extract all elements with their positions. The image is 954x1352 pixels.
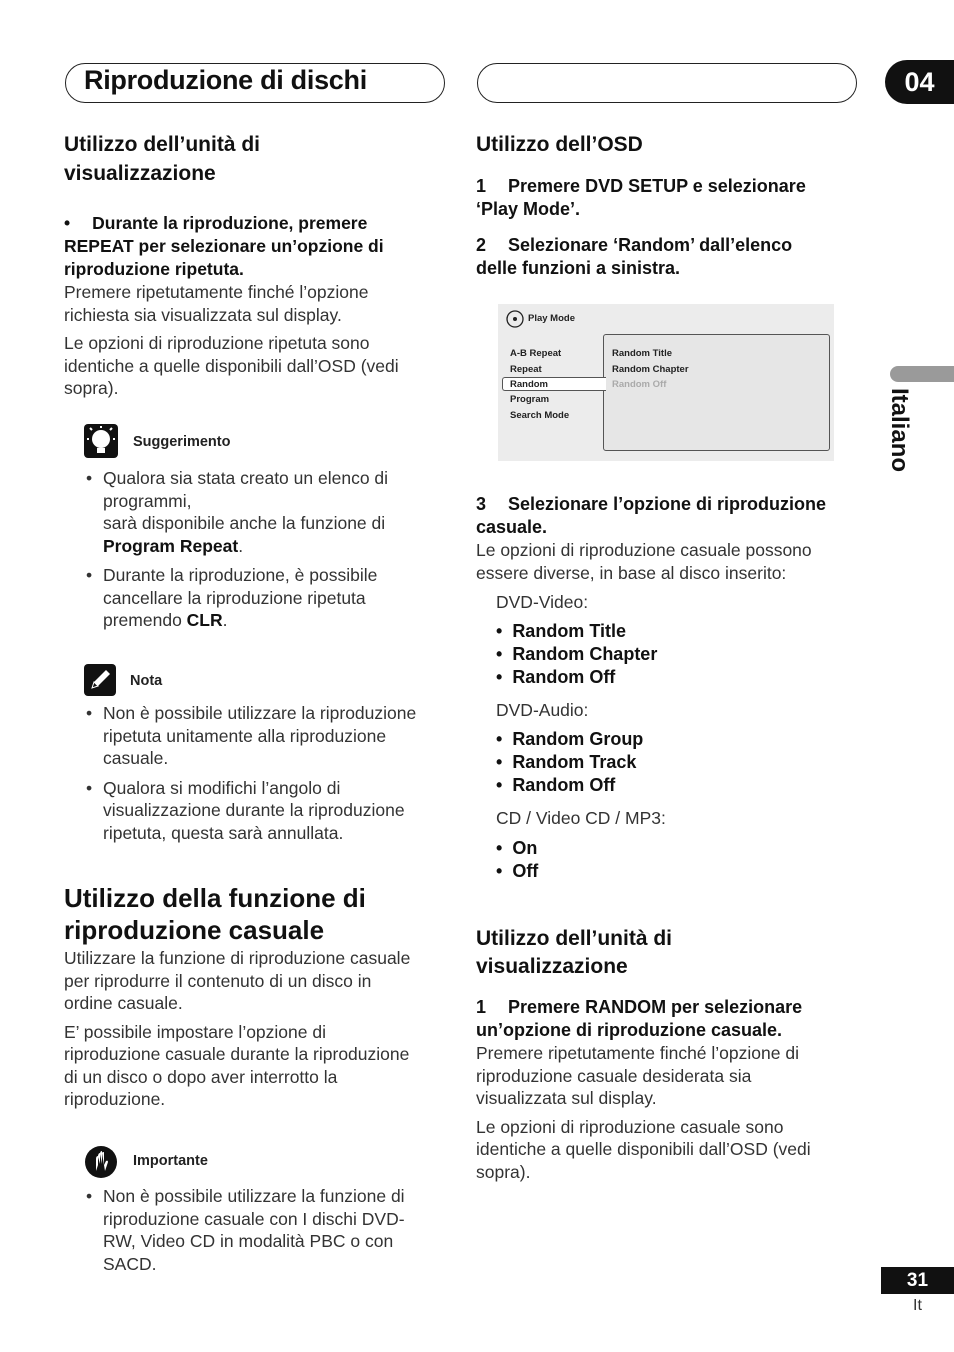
list-item: • Random Title — [496, 620, 626, 641]
left-column — [64, 130, 449, 400]
random-display-paragraph-2: Le opzioni di riproduzione casuale sono identiche a quelle disponibili dall’OSD (vedi sopra). — [476, 1116, 811, 1182]
right-column-lower — [476, 493, 876, 883]
list-item: • Non è possibile utilizzare la funzione di riproduzione casuale con I dischi DVD- RW, Video CD in modalità PBC o con SACD. — [86, 1186, 405, 1274]
osd-title: Play Mode — [528, 313, 575, 324]
page-title: Riproduzione di dischi — [84, 65, 367, 95]
list-item: • Non è possibile utilizzare la riproduzione ripetuta unitamente alla riproduzione casuale. — [86, 703, 417, 768]
step-2: 2 Selezionare ‘Random’ dall’elenco delle funzioni a sinistra. — [476, 235, 793, 278]
repeat-step: • Durante la riproduzione, premere REPEAT per selezionare un’opzione di riproduzione ripetuta. — [64, 213, 384, 279]
random-display-paragraph-1: Premere ripetutamente finché l’opzione di riproduzione casuale desiderata sia visualizzata sul display. — [476, 1043, 799, 1108]
list-item: • Random Off — [496, 775, 616, 795]
dvd-audio-options — [476, 728, 876, 797]
list-item: • Random Chapter — [496, 643, 658, 664]
osd-menu-item[interactable]: Search Mode — [510, 410, 570, 421]
header-empty-frame — [477, 63, 857, 103]
dvd-video-options — [476, 620, 876, 689]
osd-menu-item[interactable]: Program — [510, 394, 550, 405]
dvd-video-label: DVD-Video: — [496, 592, 589, 612]
cd-options — [476, 837, 876, 883]
repeat-paragraph-1: Premere ripetutamente finché l’opzione richiesta sia visualizzata sul display. — [64, 282, 369, 325]
osd-option[interactable]: Random Title — [612, 348, 672, 359]
random-options-intro: Le opzioni di riproduzione casuale possono essere diverse, in base al disco inserito: — [476, 540, 812, 583]
important-label: Importante — [133, 1153, 208, 1169]
list-item: • On — [496, 837, 538, 858]
list-item: • Durante la riproduzione, è possibile cancellare la riproduzione ripetuta premendo CLR. — [86, 565, 378, 630]
section-heading-display-unit: Utilizzo dell’unità di visualizzazione — [64, 133, 260, 185]
step-1: 1 Premere DVD SETUP e selezionare ‘Play Mode’. — [476, 176, 806, 219]
random-section — [64, 882, 449, 1111]
list-item: • Random Track — [496, 752, 637, 772]
language-label: Italiano — [886, 388, 913, 473]
cd-label: CD / Video CD / MP3: — [496, 808, 666, 828]
important-icon — [84, 1145, 118, 1179]
osd-menu-item[interactable]: Repeat — [510, 364, 542, 375]
disc-icon — [506, 310, 524, 328]
note-icon — [84, 664, 116, 696]
section-heading-display-unit-2: Utilizzo dell’unità di visualizzazione — [476, 927, 672, 978]
random-paragraph-2: E’ possibile impostare l’opzione di riproduzione casuale durante la riproduzione di un disco o dopo aver interrotto la riproduzione. — [64, 1021, 410, 1109]
list-item: • Qualora si modifichi l’angolo di visualizzazione durante la riproduzione ripetuta, questa sarà annullata. — [86, 777, 405, 843]
section-heading-random: Utilizzo della funzione di riproduzione casuale — [64, 883, 366, 945]
osd-screen — [498, 304, 834, 461]
step-3: 3 Selezionare l’opzione di riproduzione casuale. — [476, 494, 827, 537]
right-column — [476, 130, 871, 280]
step-random: 1 Premere RANDOM per selezionare un’opzione di riproduzione casuale. — [476, 997, 803, 1040]
osd-option[interactable]: Random Chapter — [612, 364, 689, 375]
language-code: It — [913, 1297, 922, 1314]
section-heading-osd: Utilizzo dell’OSD — [476, 133, 643, 156]
repeat-paragraph-2: Le opzioni di riproduzione ripetuta sono identiche a quelle disponibili dall’OSD (vedi sopra). — [64, 333, 399, 398]
osd-menu-item[interactable]: A-B Repeat — [510, 348, 562, 359]
page-number: 31 — [881, 1267, 954, 1294]
osd-menu-item-selected[interactable]: Random — [510, 379, 548, 390]
dvd-audio-label: DVD-Audio: — [496, 699, 589, 720]
osd-option-disabled: Random Off — [612, 379, 667, 390]
tip-icon — [84, 424, 118, 458]
right-section-display — [476, 925, 876, 1183]
note-label: Nota — [130, 673, 163, 689]
tip-label: Suggerimento — [133, 434, 231, 450]
note-list — [64, 702, 449, 844]
language-tab-bar — [890, 366, 954, 382]
list-item: • Qualora sia stata creato un elenco di programmi, sarà disponibile anche la funzione di Program Repeat. — [86, 468, 389, 556]
random-paragraph-1: Utilizzare la funzione di riproduzione casuale per riprodurre il contenuto di un disco in ordine casuale. — [64, 948, 411, 1013]
list-item: • Off — [496, 860, 539, 881]
list-item: • Random Group — [496, 729, 644, 749]
list-item: • Random Off — [496, 666, 616, 687]
tip-list — [64, 467, 449, 632]
important-list — [64, 1185, 449, 1275]
chapter-number: 04 — [885, 60, 954, 104]
